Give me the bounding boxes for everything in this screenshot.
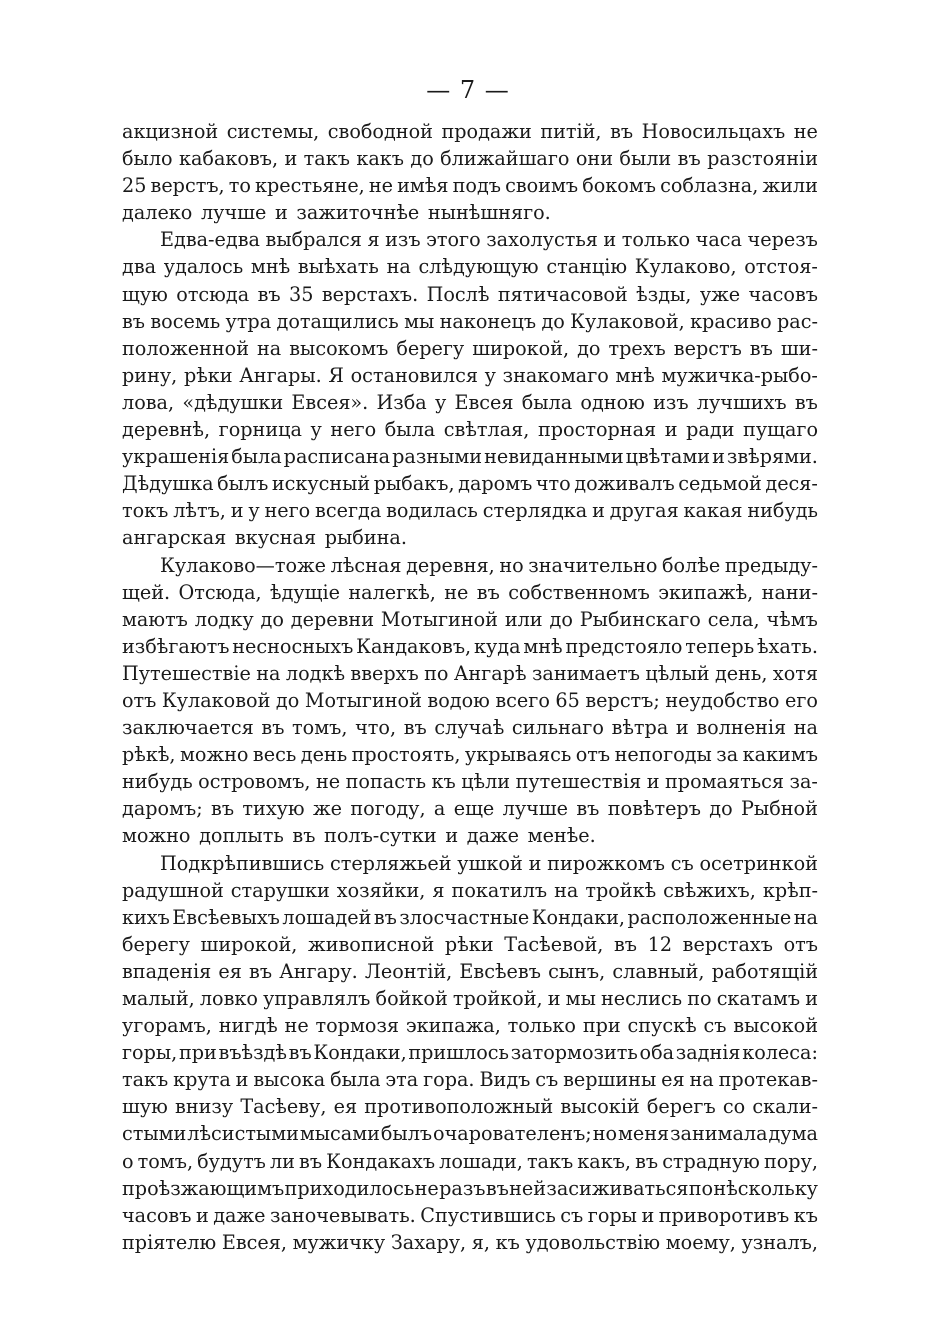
text-line: Подкрѣпившись стерляжьей ушкой и пирожкомъ съ осетринкой xyxy=(160,851,818,875)
text-line: Едва-едва выбрался я изъ этого захолустья и только часа черезъ xyxy=(160,228,818,252)
text-line: такъ крута и высока была эта гора. Видъ съ вершины ея на протекав- xyxy=(122,1068,818,1092)
text-line: о томъ, будутъ ли въ Кондакахъ лошади, такъ какъ, въ страдную пору, xyxy=(122,1149,818,1173)
text-line: впаденія ея въ Ангару. Леонтій, Евсѣевъ сынъ, славный, работящій xyxy=(122,959,818,983)
text-line: заключается въ томъ, что, въ случаѣ сильнаго вѣтра и волненія на xyxy=(122,716,818,740)
text-line: Дѣдушка былъ искусный рыбакъ, даромъ что доживалъ седьмой деся- xyxy=(122,472,818,496)
text-line: далеко лучше и зажиточнѣе нынѣшняго. xyxy=(122,201,551,225)
text-line: положенной на высокомъ берегу широкой, до трехъ верстъ въ ши- xyxy=(122,336,818,360)
text-line: два удалось мнѣ выѣхать на слѣдующую станцію Кулаково, отстоя- xyxy=(122,255,818,279)
text-line: Кулаково—тоже лѣсная деревня, но значительно болѣе предыду- xyxy=(160,553,818,577)
text-line: часовъ и даже заночевывать. Спустившись съ горы и приворотивъ къ xyxy=(122,1203,818,1227)
page-number: — 7 — xyxy=(426,76,510,104)
text-line: горы, при въѣздѣ въ Кондаки, пришлось затормозить оба заднія колеса: xyxy=(122,1041,818,1065)
text-line: пріятелю Евсея, мужичку Захару, я, къ удовольствію моему, узналъ, xyxy=(122,1230,818,1254)
text-line: щую отсюда въ 35 верстахъ. Послѣ пятичасовой ѣзды, уже часовъ xyxy=(122,282,818,306)
body-text xyxy=(122,118,818,1256)
text-line: радушной старушки хозяйки, я покатилъ на тройкѣ свѣжихъ, крѣп- xyxy=(122,878,818,902)
text-line: рину, рѣки Ангары. Я остановился у знакомаго мнѣ мужичка-рыбо- xyxy=(122,363,818,387)
text-line: маютъ лодку до деревни Мотыгиной или до Рыбинскаго села, чѣмъ xyxy=(122,607,818,631)
text-line: стыми лѣсистыми мысами былъ очарователенъ; но меня занимала дума xyxy=(122,1122,818,1146)
text-line: украшенія была расписана разными невиданными цвѣтами и звѣрями. xyxy=(122,445,818,469)
text-line: 25 верстъ, то крестьяне, не имѣя подъ своимъ бокомъ соблазна, жили xyxy=(122,174,818,198)
text-line: можно доплыть въ полъ-сутки и даже менѣе. xyxy=(122,824,596,848)
text-line: шую внизу Тасѣеву, ея противоположный высокій берегъ со скали- xyxy=(122,1095,818,1119)
text-line: даромъ; въ тихую же погоду, а еще лучше въ повѣтеръ до Рыбной xyxy=(122,797,818,821)
text-line: въ восемь утра дотащились мы наконецъ до Кулаковой, красиво рас- xyxy=(122,309,818,333)
text-line: токъ лѣтъ, и у него всегда водилась стерлядка и другая какая нибудь xyxy=(122,499,818,523)
text-line: отъ Кулаковой до Мотыгиной водою всего 65 верстъ; неудобство его xyxy=(122,688,818,712)
text-line: акцизной системы, свободной продажи питій, въ Новосильцахъ не xyxy=(122,120,818,143)
text-line: угорамъ, нигдѣ не тормозя экипажа, только при спускѣ съ высокой xyxy=(122,1014,818,1038)
text-line: было кабаковъ, и такъ какъ до ближайшаго они были въ разстояніи xyxy=(122,147,818,171)
text-line: лова, «дѣдушки Евсея». Изба у Евсея была одною изъ лучшихъ въ xyxy=(122,390,818,414)
text-line: деревнѣ, горница у него была свѣтлая, просторная и ради пущаго xyxy=(122,418,818,442)
text-line: берегу широкой, живописной рѣки Тасѣевой, въ 12 верстахъ отъ xyxy=(122,932,818,956)
text-line: Путешествіе на лодкѣ вверхъ по Ангарѣ занимаетъ цѣлый день, хотя xyxy=(122,661,818,685)
text-line: щей. Отсюда, ѣдущіе налегкѣ, не въ собственномъ экипажѣ, нани- xyxy=(122,580,818,604)
text-line: избѣгаютъ несносныхъ Кандаковъ, куда мнѣ предстояло теперь ѣхать. xyxy=(122,634,818,658)
text-line: рѣкѣ, можно весь день простоять, укрываясь отъ непогоды за какимъ xyxy=(122,743,818,767)
text-line: ангарская вкусная рыбина. xyxy=(122,526,407,550)
text-line: проѣзжающимъ приходилось не разъ въ ней засиживаться по нѣскольку xyxy=(122,1176,818,1200)
text-line: малый, ловко управлялъ бойкой тройкой, и мы неслись по скатамъ и xyxy=(122,987,818,1010)
text-line: кихъ Евсѣевыхъ лошадей въ злосчастные Кондаки, расположенные на xyxy=(122,905,818,929)
text-line: нибудь островомъ, не попасть къ цѣли путешествія и промаяться за- xyxy=(122,770,818,794)
